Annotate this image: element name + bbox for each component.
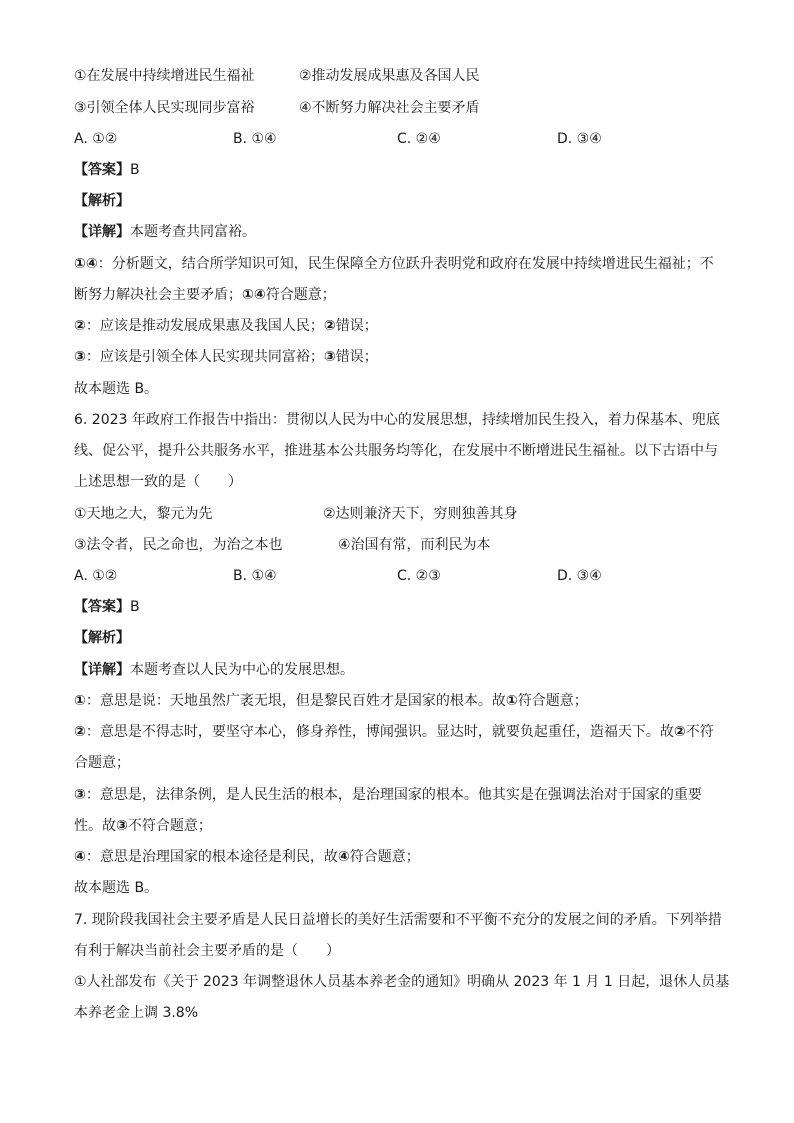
q6-option-4: ④治国有常，而利民为本 — [338, 537, 491, 553]
mark: ② — [74, 318, 86, 334]
mark: ①④ — [242, 287, 266, 303]
text: 不符合题意； — [127, 818, 212, 834]
detail-label: 【详解】 — [74, 224, 130, 240]
text: 符合题意； — [349, 849, 420, 865]
q7-stem-2: 有利于解决当前社会主要矛盾的是（ ） — [74, 943, 340, 959]
detail-text: 本题考查共同富裕。 — [130, 224, 256, 240]
text: ：意思是，法律条例，是人民生活的根本，是治理国家的根本。他其实是在强调法治对于国家的重要 — [85, 787, 702, 803]
q5-choice-d: D. ③④ — [557, 131, 602, 147]
q5-detail — [74, 222, 256, 242]
q6-option-2: ②达则兼济天下，穷则独善其身 — [323, 506, 518, 522]
q6-explain-1 — [74, 691, 588, 711]
q6-explain-2-cont: 合题意； — [74, 755, 130, 771]
mark: ② — [673, 724, 686, 740]
answer-label: 【答案】 — [74, 162, 130, 178]
answer-value: B — [130, 599, 140, 615]
q5-conclusion: 故本题选 B。 — [74, 381, 159, 397]
mark: ③ — [116, 818, 128, 834]
q6-explain-3-cont — [74, 816, 212, 836]
q7-option-1: ①人社部发布《关于 2023 年调整退休人员基本养老金的通知》明确从 2023 年 1 月 1 日起，退休人员基 — [74, 974, 730, 990]
q5-option-3: ③引领全体人民实现同步富裕 — [74, 100, 255, 116]
q6-choice-d: D. ③④ — [557, 568, 602, 584]
mark: ④ — [74, 849, 86, 865]
text: 不符 — [685, 724, 714, 740]
q5-explain-3 — [74, 347, 378, 367]
q5-option-2: ②推动发展成果惠及各国人民 — [299, 68, 480, 84]
mark: ② — [74, 724, 86, 740]
detail-text: 本题考查以人民为中心的发展思想。 — [130, 662, 354, 678]
q6-stem-3: 上述思想一致的是（ ） — [74, 474, 242, 490]
mark: ③ — [323, 349, 336, 365]
q5-choice-c: C. ②④ — [397, 131, 441, 147]
text: 错误； — [335, 349, 378, 365]
q6-choice-a: A. ①② — [74, 568, 118, 584]
answer-label: 【答案】 — [74, 599, 130, 615]
text: ：意思是说：天地虽然广袤无垠，但是黎民百姓才是国家的根本。故 — [85, 693, 506, 709]
q5-explain-1-cont — [74, 285, 336, 305]
q6-choice-b: B. ①④ — [233, 568, 277, 584]
q5-option-4: ④不断努力解决社会主要矛盾 — [299, 100, 480, 116]
mark: ③ — [74, 787, 86, 803]
q6-explain-2 — [74, 722, 714, 742]
text: 性。故 — [74, 818, 116, 834]
q6-detail — [74, 660, 354, 680]
mark: ① — [74, 693, 86, 709]
text: 断努力解决社会主要矛盾； — [74, 287, 242, 303]
q6-option-3: ③法令者，民之命也，为治之本也 — [74, 537, 283, 553]
q6-conclusion: 故本题选 B。 — [74, 880, 159, 896]
mark: ①④ — [74, 256, 98, 272]
text: 错误； — [335, 318, 378, 334]
q7-stem-1: 7. 现阶段我国社会主要矛盾是人民日益增长的美好生活需要和不平衡不充分的发展之间的矛盾。下列举措 — [74, 912, 722, 928]
mark: ③ — [74, 349, 86, 365]
q6-analysis-label: 【解析】 — [74, 630, 130, 646]
answer-value: B — [130, 162, 140, 178]
q6-stem-2: 线、促公平，提升公共服务水平，推进基本公共服务均等化，在发展中不断增进民生福祉。以下古语中与 — [74, 443, 718, 459]
q6-explain-3 — [74, 785, 702, 805]
q5-choice-b: B. ①④ — [233, 131, 277, 147]
text: ：分析题文，结合所学知识可知，民生保障全方位跃升表明党和政府在发展中持续增进民生福祉；不 — [97, 256, 714, 272]
mark: ④ — [337, 849, 350, 865]
q5-explain-1 — [74, 254, 714, 274]
q6-choice-c: C. ②③ — [397, 568, 441, 584]
mark: ② — [323, 318, 336, 334]
text: ：应该是引领全体人民实现共同富裕； — [85, 349, 324, 365]
q5-analysis-label: 【解析】 — [74, 193, 130, 209]
mark: ① — [505, 693, 518, 709]
text: ：意思是不得志时，要坚守本心，修身养性，博闻强识。显达时，就要负起重任，造福天下。故 — [85, 724, 674, 740]
q5-choice-a: A. ①② — [74, 131, 118, 147]
text: ：应该是推动发展成果惠及我国人民； — [85, 318, 324, 334]
text: 符合题意； — [517, 693, 588, 709]
q6-answer — [74, 597, 140, 617]
q5-explain-2 — [74, 316, 378, 336]
text: ：意思是治理国家的根本途径是利民，故 — [85, 849, 338, 865]
q5-option-1: ①在发展中持续增进民生福祉 — [74, 68, 255, 84]
q7-option-1-cont: 本养老金上调 3.8% — [74, 1005, 199, 1021]
detail-label: 【详解】 — [74, 662, 130, 678]
text: 符合题意； — [265, 287, 336, 303]
q6-stem-1: 6. 2023 年政府工作报告中指出：贯彻以人民为中心的发展思想，持续增加民生投入，着力保基本、兜底 — [74, 412, 720, 428]
q5-answer — [74, 160, 140, 180]
q6-option-1: ①天地之大，黎元为先 — [74, 506, 213, 522]
q6-explain-4 — [74, 847, 420, 867]
